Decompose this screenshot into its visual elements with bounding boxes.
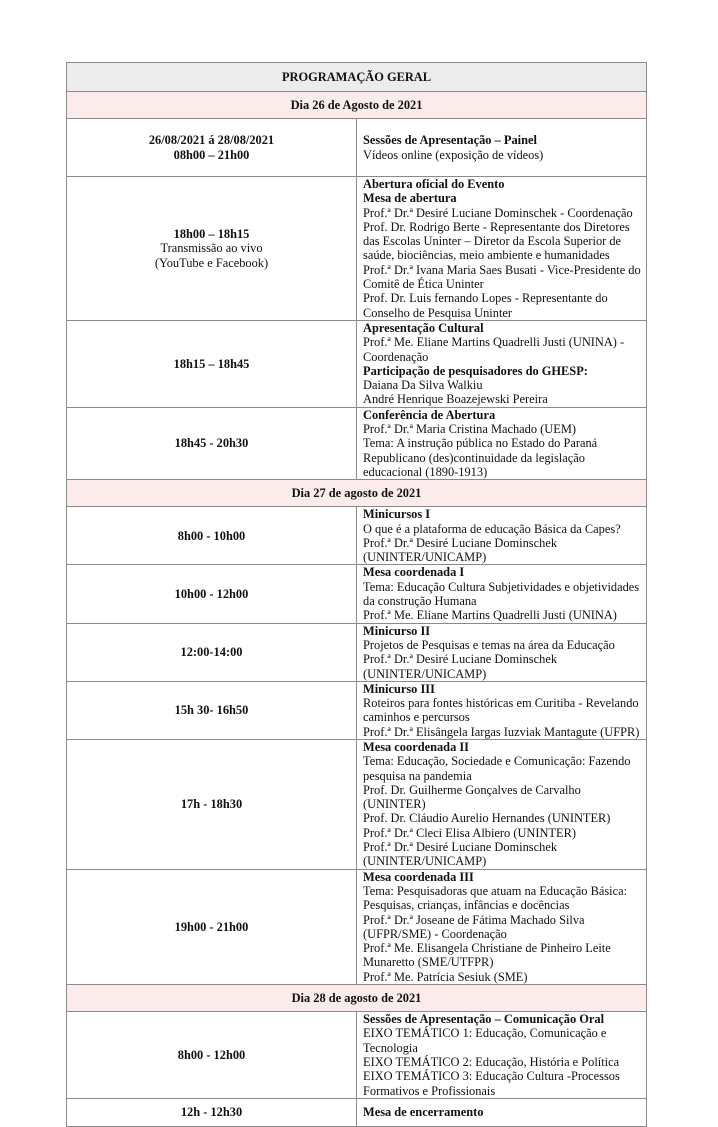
activity-line: EIXO TEMÁTICO 3: Educação Cultura -Processos Formativos e Profissionais	[363, 1069, 620, 1098]
activity-line: Prof.ª Dr.ª Desiré Luciane Dominschek (UNINTER/UNICAMP)	[363, 652, 558, 681]
time-line: 18h15 – 18h45	[173, 356, 250, 371]
activity-line: Tema: Educação, Sociedade e Comunicação: Fazendo pesquisa na pandemia	[363, 754, 631, 783]
activity-heading: Mesa coordenada I	[363, 565, 465, 580]
activity-cell	[357, 407, 647, 479]
activity-line: Prof.ª Dr.ª Desiré Luciane Dominschek (UNINTER/UNICAMP)	[363, 840, 558, 869]
time-cell	[67, 739, 357, 869]
time-line: 8h00 - 12h00	[177, 1047, 246, 1062]
schedule-row	[67, 177, 647, 321]
activity-heading: Minicursos I	[363, 507, 431, 522]
activity-heading: Sessões de Apresentação – Painel	[363, 133, 537, 148]
schedule-table	[66, 62, 647, 1127]
day-header-row	[67, 480, 647, 507]
schedule-row	[67, 681, 647, 739]
activity-heading: Mesa de abertura	[363, 191, 457, 206]
activity-line: Prof.ª Dr.ª Desiré Luciane Dominschek (UNINTER/UNICAMP)	[363, 535, 558, 565]
activity-heading: Sessões de Apresentação – Comunicação Oral	[363, 1012, 605, 1027]
time-line: 10h00 - 12h00	[174, 586, 249, 601]
activity-line: Daiana Da Silva Walkiu	[363, 378, 483, 393]
schedule-row	[67, 739, 647, 869]
day-label: Dia 27 de agosto de 2021	[67, 480, 647, 507]
activity-line: Prof.ª Me. Elisangela Christiane de Pinheiro Leite Munaretto (SME/UTFPR)	[363, 941, 611, 970]
time-cell	[67, 869, 357, 984]
schedule-row	[67, 407, 647, 479]
day-header-row	[67, 985, 647, 1012]
activity-line: Prof.ª Dr.ª Elisângela Iargas Iuzviak Mantagute (UFPR)	[363, 724, 640, 739]
activity-line: O que é a plataforma de educação Básica da Capes?	[363, 521, 621, 536]
activity-line: Roteiros para fontes históricas em Curitiba - Revelando caminhos e percursos	[363, 696, 639, 725]
activity-line: Prof.ª Me. Eliane Martins Quadrelli Justi (UNINA) - Coordenação	[363, 335, 625, 364]
schedule-row	[67, 1098, 647, 1126]
activity-line: EIXO TEMÁTICO 2: Educação, História e Política	[363, 1054, 620, 1069]
activity-line: Prof. Dr. Luis fernando Lopes - Representante do Conselho de Pesquisa Uninter	[363, 291, 608, 320]
time-cell	[67, 507, 357, 565]
time-line: 18h00 – 18h15	[173, 227, 250, 242]
day-header-row	[67, 92, 647, 119]
activity-line: Prof.ª Dr.ª Ivana Maria Saes Busati - Vice-Presidente do Comitê de Ética Uninter	[363, 262, 641, 292]
activity-line: Prof.ª Dr.ª Maria Cristina Machado (UEM)	[363, 422, 576, 437]
activity-cell	[357, 1012, 647, 1099]
activity-cell	[357, 869, 647, 984]
activity-cell	[357, 623, 647, 681]
activity-line: Tema: Educação Cultura Subjetividades e objetividades da construção Humana	[363, 579, 640, 609]
activity-heading: Mesa coordenada III	[363, 869, 474, 884]
activity-heading: Participação de pesquisadores do GHESP:	[363, 363, 588, 378]
activity-line: Prof.ª Me. Eliane Martins Quadrelli Justi (UNINA)	[363, 608, 617, 623]
schedule-row	[67, 565, 647, 623]
time-line: 26/08/2021 á 28/08/2021	[148, 133, 275, 148]
page-title: PROGRAMAÇÃO GERAL	[67, 63, 647, 92]
time-line: 19h00 - 21h00	[174, 919, 249, 934]
title-row	[67, 63, 647, 92]
time-line: 17h - 18h30	[180, 797, 243, 812]
activity-heading: Conferência de Abertura	[363, 407, 496, 422]
schedule-row	[67, 623, 647, 681]
activity-line: Tema: Pesquisadoras que atuam na Educação Básica: Pesquisas, crianças, infâncias e docências	[363, 883, 628, 913]
schedule-row	[67, 119, 647, 177]
time-cell	[67, 320, 357, 407]
time-cell	[67, 565, 357, 623]
activity-line: EIXO TEMÁTICO 1: Educação, Comunicação e Tecnologia	[363, 1026, 607, 1055]
time-cell	[67, 1012, 357, 1099]
schedule-row	[67, 320, 647, 407]
activity-line: Prof. Dr. Guilherme Gonçalves de Carvalho (UNINTER)	[363, 782, 581, 812]
schedule-row	[67, 507, 647, 565]
activity-heading: Mesa de encerramento	[363, 1105, 484, 1120]
activity-line: Tema: A instrução pública no Estado do Paraná Republicano (des)continuidade da legislação educacional (1890-1913)	[363, 436, 598, 479]
activity-line: André Henrique Boazejewski Pereira	[363, 392, 548, 407]
time-cell	[67, 177, 357, 321]
activity-line: Prof. Dr. Cláudio Aurelio Hernandes (UNINTER)	[363, 811, 611, 826]
schedule-document	[66, 62, 647, 1127]
activity-line: Prof.ª Me. Patrícia Sesiuk (SME)	[363, 969, 528, 984]
time-line: 08h00 – 21h00	[173, 147, 250, 162]
activity-line: Projetos de Pesquisas e temas na área da Educação	[363, 637, 615, 652]
time-cell	[67, 623, 357, 681]
activity-heading: Mesa coordenada II	[363, 739, 470, 754]
time-line: 12h - 12h30	[180, 1105, 243, 1120]
activity-line: Prof.ª Dr.ª Joseane de Fátima Machado Silva (UFPR/SME) - Coordenação	[363, 912, 585, 941]
time-line: 12:00-14:00	[180, 645, 243, 660]
activity-cell	[357, 119, 647, 177]
time-line: Transmissão ao vivo	[160, 241, 263, 256]
time-cell	[67, 681, 357, 739]
time-line: 15h 30- 16h50	[174, 703, 249, 718]
activity-cell	[357, 1098, 647, 1126]
time-cell	[67, 119, 357, 177]
schedule-row	[67, 1012, 647, 1099]
day-label: Dia 26 de Agosto de 2021	[67, 92, 647, 119]
day-label: Dia 28 de agosto de 2021	[67, 985, 647, 1012]
time-line: (YouTube e Facebook)	[154, 255, 269, 270]
activity-line: Prof.ª Dr.ª Cleci Elisa Albiero (UNINTER)	[363, 825, 576, 840]
time-line: 8h00 - 10h00	[177, 528, 246, 543]
activity-cell	[357, 565, 647, 623]
activity-heading: Minicurso III	[363, 681, 435, 696]
activity-line: Prof.ª Dr.ª Desiré Luciane Dominschek - Coordenação	[363, 205, 633, 220]
activity-cell	[357, 320, 647, 407]
time-line: 18h45 - 20h30	[174, 436, 249, 451]
activity-cell	[357, 507, 647, 565]
activity-heading: Apresentação Cultural	[363, 320, 484, 335]
activity-line: Prof. Dr. Rodrigo Berte - Representante dos Diretores das Escolas Uninter – Diretor da Escola Superior de saúde, biociências, meio ambiente e humanidades	[363, 219, 630, 263]
activity-line: Vídeos online (exposição de vídeos)	[363, 147, 544, 162]
time-cell	[67, 407, 357, 479]
activity-cell	[357, 177, 647, 321]
activity-heading: Abertura oficial do Evento	[363, 177, 505, 191]
activity-cell	[357, 739, 647, 869]
activity-heading: Minicurso II	[363, 623, 431, 638]
schedule-row	[67, 869, 647, 984]
activity-cell	[357, 681, 647, 739]
time-cell	[67, 1098, 357, 1126]
